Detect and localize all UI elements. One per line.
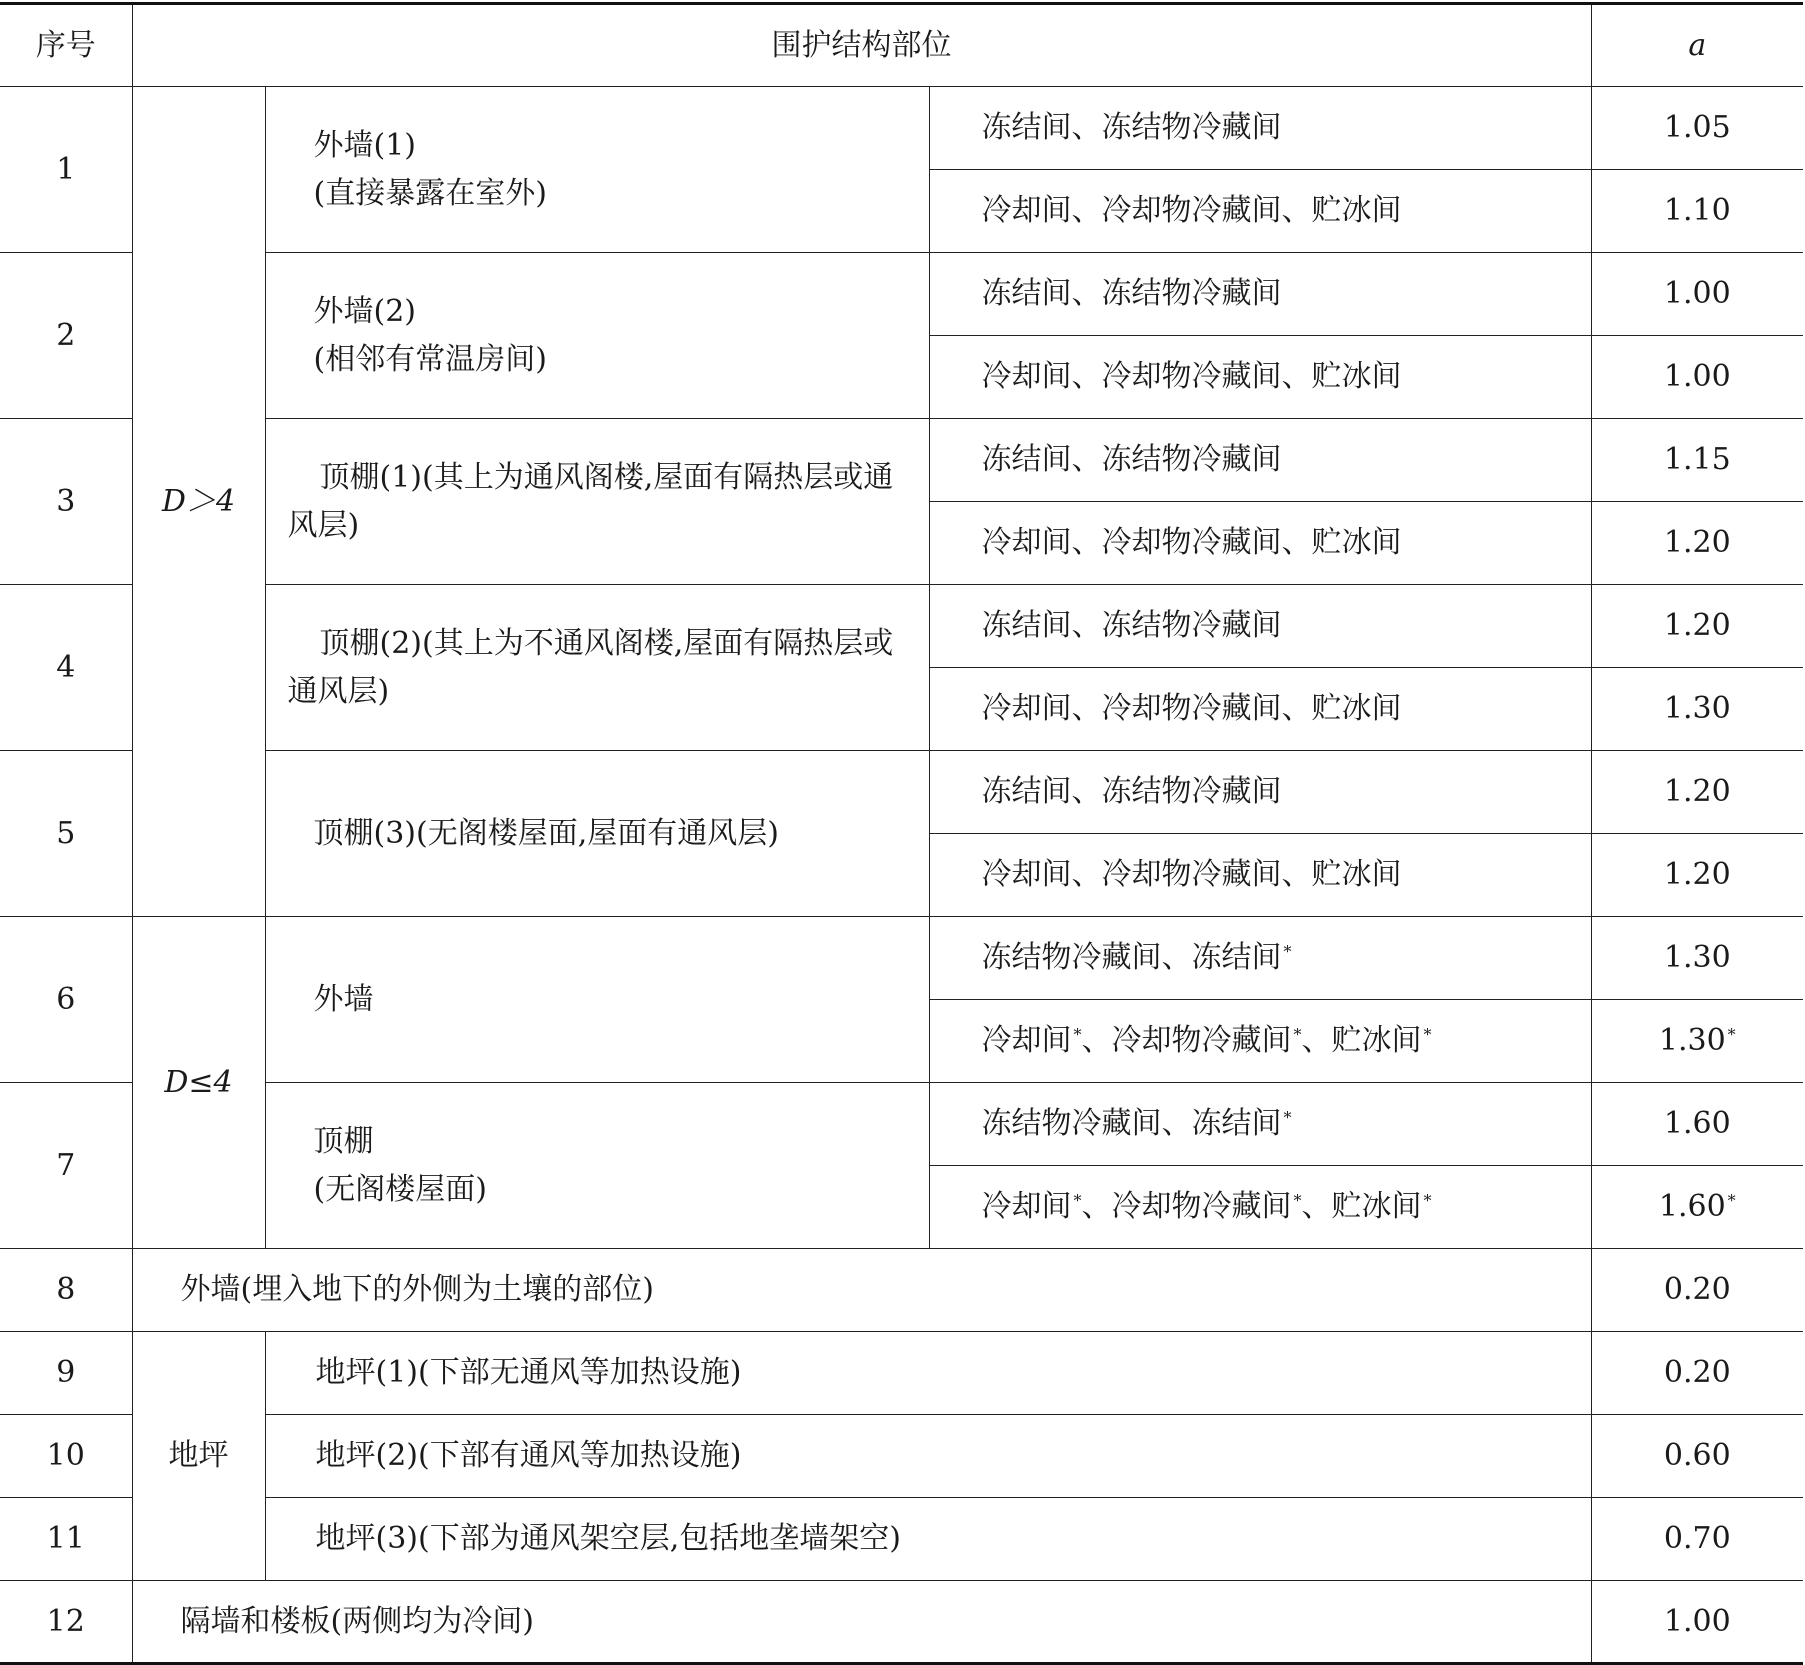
part-cell: 顶棚(3)(无阁楼屋面,屋面有通风层)	[265, 751, 929, 917]
room-type-cell: 冷却间、冷却物冷藏间、贮冰间	[929, 336, 1591, 419]
part-cell	[265, 585, 929, 751]
room-type-text: 、贮冰间	[1301, 1189, 1422, 1224]
header-seq: 序号	[0, 4, 132, 87]
coefficient-cell: 1.60	[1591, 1083, 1803, 1166]
coefficient-cell: 0.70	[1591, 1498, 1803, 1581]
seq-cell: 11	[0, 1498, 132, 1581]
asterisk: *	[1423, 1191, 1432, 1210]
header-row	[0, 4, 1803, 87]
asterisk: *	[1073, 1191, 1082, 1210]
part-cell	[265, 253, 929, 419]
seq-cell: 1	[0, 87, 132, 253]
table-row	[0, 1415, 1803, 1498]
coefficient-cell: 1.05	[1591, 87, 1803, 170]
room-type-text: 冻结物冷藏间、冻结间	[981, 940, 1282, 975]
coefficient-cell: 1.00	[1591, 336, 1803, 419]
part-cell: 地坪(3)(下部为通风架空层,包括地垄墙架空)	[265, 1498, 1591, 1581]
part-cell	[265, 1083, 929, 1249]
part-line: (无阁楼屋面)	[313, 1171, 487, 1207]
part-cell: 隔墙和楼板(两侧均为冷间)	[132, 1581, 1591, 1664]
room-type-cell: 冷却间、冷却物冷藏间、贮冰间	[929, 668, 1591, 751]
coefficient-cell	[1591, 1000, 1803, 1083]
room-type-cell	[929, 1000, 1591, 1083]
coefficient-cell: 0.20	[1591, 1332, 1803, 1415]
table-row	[0, 1498, 1803, 1581]
coefficient-cell: 1.10	[1591, 170, 1803, 253]
coefficient-cell: 1.30	[1591, 668, 1803, 751]
part-cell	[265, 87, 929, 253]
table-row	[0, 87, 1803, 170]
coefficient-cell: 1.20	[1591, 502, 1803, 585]
table-row	[0, 1083, 1803, 1166]
seq-cell: 7	[0, 1083, 132, 1249]
table-row	[0, 1581, 1803, 1664]
room-type-cell: 冻结间、冻结物冷藏间	[929, 253, 1591, 336]
room-type-cell	[929, 917, 1591, 1000]
group-d-le-4: D≤4	[132, 917, 265, 1249]
table-row	[0, 751, 1803, 834]
room-type-cell	[929, 1083, 1591, 1166]
seq-cell: 12	[0, 1581, 132, 1664]
group-floor: 地坪	[132, 1332, 265, 1581]
coefficient-cell	[1591, 1166, 1803, 1249]
coefficient-cell: 1.00	[1591, 1581, 1803, 1664]
part-line: 外墙(2)	[313, 293, 416, 329]
asterisk: *	[1293, 1025, 1302, 1044]
room-type-text: 冷却间	[981, 1023, 1072, 1058]
asterisk: *	[1727, 1191, 1736, 1210]
coefficient-cell: 0.20	[1591, 1249, 1803, 1332]
part-cell	[265, 419, 929, 585]
part-cell: 外墙(埋入地下的外侧为土壤的部位)	[132, 1249, 1591, 1332]
seq-cell: 6	[0, 917, 132, 1083]
table-row	[0, 585, 1803, 668]
asterisk: *	[1293, 1191, 1302, 1210]
part-line: 外墙(1)	[313, 127, 416, 163]
room-type-text: 冷却间	[981, 1189, 1072, 1224]
seq-cell: 2	[0, 253, 132, 419]
coefficient-table	[0, 2, 1803, 1665]
table-row	[0, 917, 1803, 1000]
seq-cell: 5	[0, 751, 132, 917]
part-text: 顶棚(1)(其上为通风阁楼,屋面有隔热层或通风层)	[287, 459, 894, 543]
part-text: 顶棚(2)(其上为不通风阁楼,屋面有隔热层或通风层)	[287, 625, 894, 709]
asterisk: *	[1423, 1025, 1432, 1044]
room-type-cell: 冻结间、冻结物冷藏间	[929, 419, 1591, 502]
coefficient-cell: 1.20	[1591, 585, 1803, 668]
room-type-text: 冻结物冷藏间、冻结间	[981, 1106, 1282, 1141]
room-type-cell: 冻结间、冻结物冷藏间	[929, 585, 1591, 668]
room-type-cell: 冷却间、冷却物冷藏间、贮冰间	[929, 834, 1591, 917]
part-line: 顶棚	[313, 1123, 374, 1159]
part-cell: 地坪(2)(下部有通风等加热设施)	[265, 1415, 1591, 1498]
seq-cell: 8	[0, 1249, 132, 1332]
header-coefficient: a	[1591, 4, 1803, 87]
coefficient-cell: 1.15	[1591, 419, 1803, 502]
seq-cell: 4	[0, 585, 132, 751]
header-part: 围护结构部位	[132, 4, 1591, 87]
coefficient-value: 1.30	[1658, 1023, 1726, 1058]
room-type-text: 、贮冰间	[1301, 1023, 1422, 1058]
coefficient-value: 1.60	[1658, 1189, 1726, 1224]
coefficient-cell: 1.20	[1591, 751, 1803, 834]
table-row	[0, 253, 1803, 336]
room-type-cell	[929, 1166, 1591, 1249]
table-row	[0, 1249, 1803, 1332]
asterisk: *	[1727, 1025, 1736, 1044]
seq-cell: 3	[0, 419, 132, 585]
part-cell: 地坪(1)(下部无通风等加热设施)	[265, 1332, 1591, 1415]
seq-cell: 9	[0, 1332, 132, 1415]
room-type-text: 、冷却物冷藏间	[1081, 1023, 1292, 1058]
coefficient-cell: 1.30	[1591, 917, 1803, 1000]
coefficient-cell: 0.60	[1591, 1415, 1803, 1498]
seq-cell: 10	[0, 1415, 132, 1498]
room-type-text: 、冷却物冷藏间	[1081, 1189, 1292, 1224]
room-type-cell: 冷却间、冷却物冷藏间、贮冰间	[929, 502, 1591, 585]
asterisk: *	[1283, 1108, 1292, 1127]
asterisk: *	[1283, 942, 1292, 961]
group-d-gt-4: D＞4	[132, 87, 265, 917]
coefficient-cell: 1.00	[1591, 253, 1803, 336]
coefficient-cell: 1.20	[1591, 834, 1803, 917]
table-row	[0, 1332, 1803, 1415]
table-row	[0, 419, 1803, 502]
asterisk: *	[1073, 1025, 1082, 1044]
room-type-cell: 冻结间、冻结物冷藏间	[929, 751, 1591, 834]
part-line: (直接暴露在室外)	[313, 175, 547, 211]
part-line: (相邻有常温房间)	[313, 341, 547, 377]
part-cell: 外墙	[265, 917, 929, 1083]
room-type-cell: 冷却间、冷却物冷藏间、贮冰间	[929, 170, 1591, 253]
room-type-cell: 冻结间、冻结物冷藏间	[929, 87, 1591, 170]
